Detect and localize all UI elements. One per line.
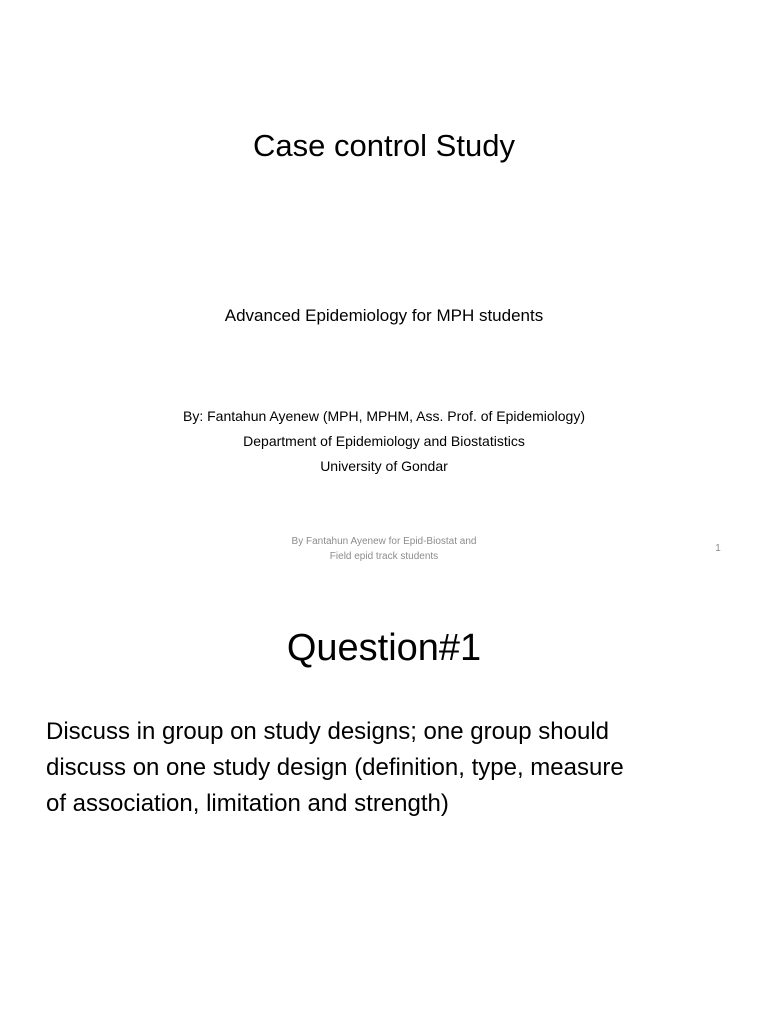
footer-line: Field epid track students xyxy=(329,551,439,562)
slide-2 xyxy=(0,576,768,1024)
university-line: University of Gondar xyxy=(320,458,448,474)
author-block xyxy=(0,404,768,479)
body-line: of association, limitation and strength) xyxy=(46,790,449,817)
page-number: 1 xyxy=(715,543,721,554)
body-line: Discuss in group on study designs; one group should xyxy=(46,718,610,745)
slide-footer xyxy=(234,534,534,564)
slide-subtitle: Advanced Epidemiology for MPH students xyxy=(224,306,544,325)
author-line: By: Fantahun Ayenew (MPH, MPHM, Ass. Prof. of Epidemiology) xyxy=(182,408,585,424)
slide-body xyxy=(46,714,736,822)
footer-line: By Fantahun Ayenew for Epid-Biostat and xyxy=(291,536,477,547)
body-line: discuss on one study design (definition, type, measure xyxy=(46,754,624,781)
department-line: Department of Epidemiology and Biostatistics xyxy=(243,433,525,449)
slide-title: Case control Study xyxy=(253,128,515,163)
slide-title: Question#1 xyxy=(286,627,482,669)
